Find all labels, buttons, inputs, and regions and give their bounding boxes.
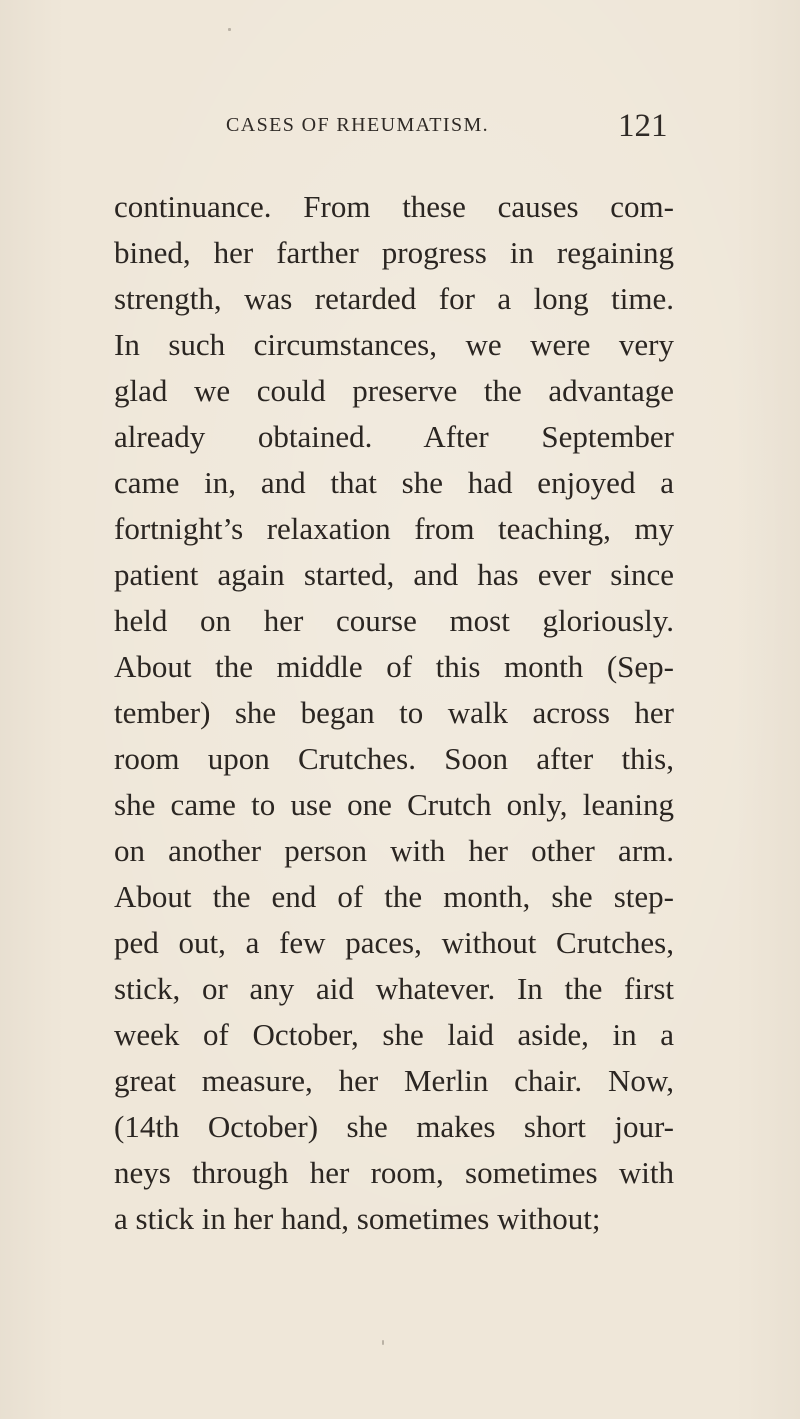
text-line: (14th October) she makes short jour- bbox=[114, 1109, 674, 1144]
running-header: CASES OF RHEUMATISM. bbox=[226, 114, 490, 136]
text-line: stick, or any aid whatever. In the first bbox=[114, 971, 674, 1006]
text-line: came in, and that she had enjoyed a bbox=[114, 465, 674, 500]
body-text bbox=[114, 184, 674, 1242]
text-line: room upon Crutches. Soon after this, bbox=[114, 741, 674, 776]
text-line: she came to use one Crutch only, leaning bbox=[114, 787, 674, 822]
paper-speck bbox=[228, 28, 231, 31]
text-line: ped out, a few paces, without Crutches, bbox=[114, 925, 674, 960]
text-line: patient again started, and has ever since bbox=[114, 557, 674, 592]
text-line: a stick in her hand, sometimes without; bbox=[114, 1201, 601, 1236]
text-line: fortnight’s relaxation from teaching, my bbox=[114, 511, 674, 546]
text-line: About the middle of this month (Sep- bbox=[114, 649, 674, 684]
text-line: continuance. From these causes com- bbox=[114, 189, 674, 224]
text-line: tember) she began to walk across her bbox=[114, 695, 674, 730]
text-line: already obtained. After September bbox=[114, 419, 674, 454]
text-line: neys through her room, sometimes with bbox=[114, 1155, 674, 1190]
text-line: great measure, her Merlin chair. Now, bbox=[114, 1063, 674, 1098]
text-line: About the end of the month, she step- bbox=[114, 879, 674, 914]
text-line: In such circumstances, we were very bbox=[114, 327, 674, 362]
text-line: on another person with her other arm. bbox=[114, 833, 674, 868]
text-line: strength, was retarded for a long time. bbox=[114, 281, 674, 316]
text-line: glad we could preserve the advantage bbox=[114, 373, 674, 408]
text-line: week of October, she laid aside, in a bbox=[114, 1017, 674, 1052]
text-line: held on her course most gloriously. bbox=[114, 603, 674, 638]
paper-speck bbox=[382, 1340, 384, 1345]
page-number: 121 bbox=[618, 108, 668, 144]
text-line: bined, her farther progress in regaining bbox=[114, 235, 674, 270]
